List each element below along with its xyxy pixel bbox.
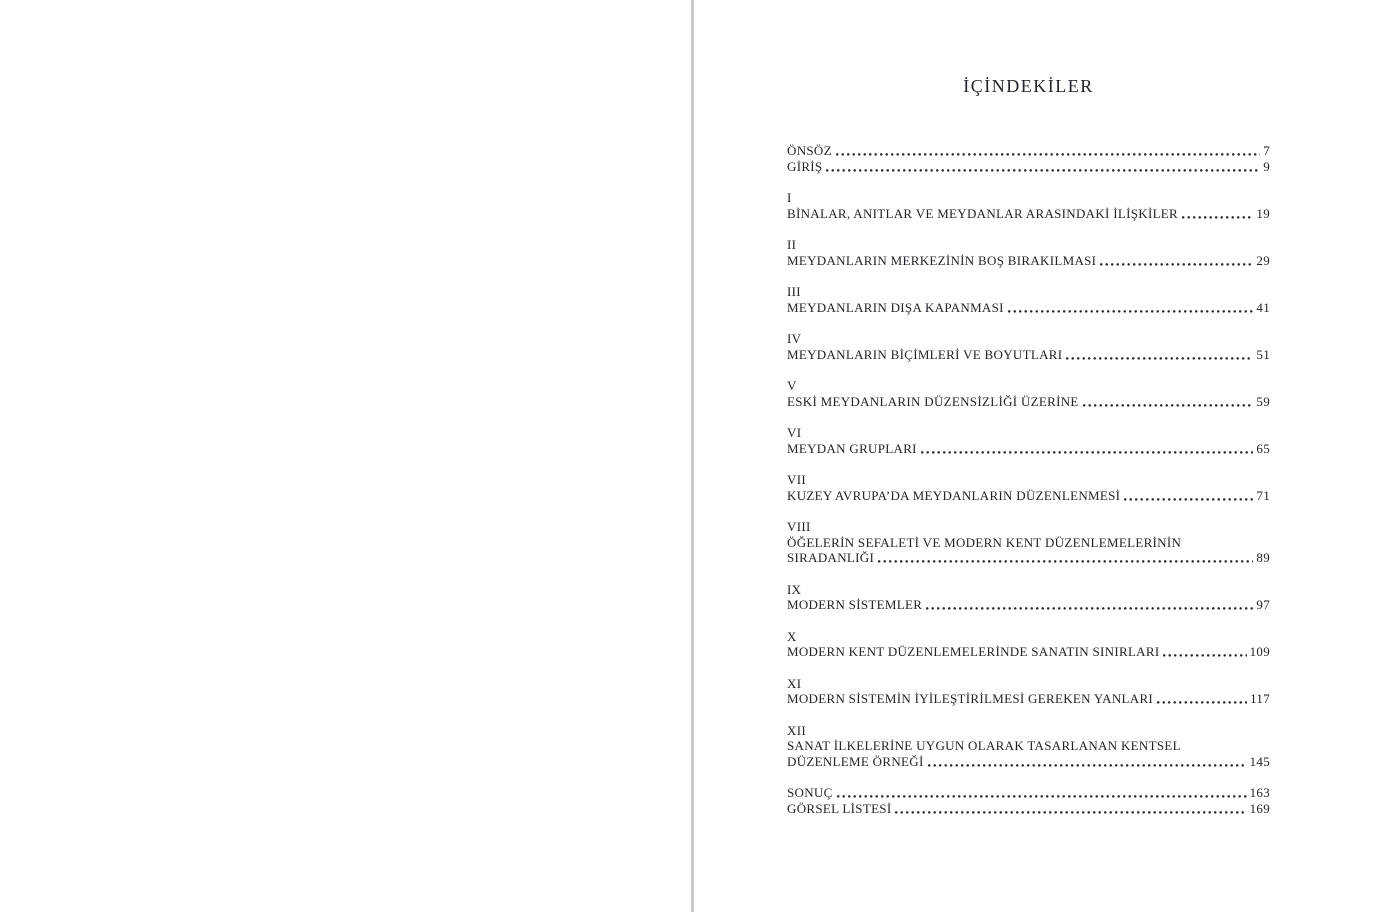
toc-entry (787, 472, 1270, 503)
dot-leader (928, 764, 1247, 767)
toc-entry-title-text: ÖNSÖZ (787, 143, 832, 158)
toc-entry-page-number: 9 (1263, 158, 1270, 174)
toc-entry-numeral: X (787, 628, 797, 644)
toc-entry-line (787, 253, 1270, 269)
toc-entry-line (787, 801, 1270, 817)
right-page-contents (694, 0, 1386, 912)
toc-entry-line (787, 691, 1270, 707)
dot-leader (1083, 404, 1254, 407)
toc-entry-title-text: MODERN SİSTEMLER (787, 597, 923, 612)
toc-entry-title-text: ÖĞELERİN SEFALETİ VE MODERN KENT DÜZENLEMELERİNİN (787, 534, 1182, 550)
toc-entry (787, 723, 1270, 770)
dot-leader (1157, 701, 1247, 704)
toc-entry-page-number: 29 (1256, 252, 1270, 268)
toc-entry-title-text: SANAT İLKELERİNE UYGUN OLARAK TASARLANAN KENTSEL (787, 738, 1181, 753)
toc-entry-numeral: IV (787, 331, 802, 346)
toc-entry-numeral: VII (787, 472, 806, 487)
toc-entry-title-text: SIRADANLIĞI (787, 550, 875, 565)
toc-entry-page-number: 51 (1256, 346, 1270, 362)
dot-leader (1124, 498, 1253, 501)
toc-entry-page-number: 41 (1256, 299, 1270, 315)
dot-leader (837, 795, 1247, 798)
toc-entry-line (787, 159, 1270, 175)
toc-list (787, 143, 1270, 816)
toc-entry-title-text: DÜZENLEME ÖRNEĞİ (787, 753, 924, 769)
toc-entry (787, 190, 1270, 221)
toc-entry-numeral: I (787, 190, 792, 205)
toc-entry-line (787, 206, 1270, 222)
toc-entry-title-text: MEYDANLARIN MERKEZİNİN BOŞ BIRAKILMASI (787, 252, 1097, 268)
toc-entry-line (787, 785, 1270, 801)
toc-entry-title-text: GİRİŞ (787, 158, 823, 174)
toc-entry-numeral: XII (787, 722, 806, 738)
toc-entry (787, 629, 1270, 660)
toc-entry-page-number: 59 (1256, 393, 1270, 409)
toc-entry-line (787, 347, 1270, 363)
toc-entry-title-text: ESKİ MEYDANLARIN DÜZENSİZLİĞİ ÜZERİNE (787, 393, 1079, 409)
toc-entry (787, 425, 1270, 456)
toc-entry-line (787, 644, 1270, 660)
toc-entry-numeral: IX (787, 581, 802, 597)
toc-entry-line (787, 394, 1270, 410)
toc-entry-page-number: 97 (1256, 597, 1270, 612)
dot-leader (836, 153, 1260, 156)
toc-entry-line (787, 754, 1270, 770)
dot-leader (921, 451, 1254, 454)
dot-leader (878, 560, 1253, 563)
toc-entry (787, 237, 1270, 268)
toc-entry (787, 143, 1270, 159)
dot-leader (1100, 263, 1253, 266)
toc-entry (787, 801, 1270, 817)
toc-entry-numeral: VI (787, 425, 802, 440)
dot-leader (895, 811, 1246, 814)
toc-entry (787, 378, 1270, 409)
toc-entry-numeral: V (787, 378, 797, 393)
toc-title: İÇİNDEKİLER (963, 76, 1094, 96)
toc-entry-line (787, 143, 1270, 159)
toc-entry-numeral: III (787, 284, 801, 299)
toc-entry-numeral: VIII (787, 519, 811, 534)
left-page-blank (0, 0, 691, 912)
toc-entry-page-number: 89 (1256, 550, 1270, 565)
toc-entry-line (787, 535, 1270, 551)
toc-entry-line (787, 738, 1270, 754)
toc-entry-numeral: XI (787, 675, 802, 691)
toc-entry-line (787, 550, 1270, 566)
toc-entry-line (787, 597, 1270, 613)
toc-entry-page-number: 7 (1263, 143, 1270, 158)
toc-entry (787, 582, 1270, 613)
toc-entry (787, 284, 1270, 315)
toc-entry (787, 519, 1270, 566)
toc-entry-page-number: 65 (1256, 440, 1270, 456)
toc-entry-title-text: MEYDANLARIN BİÇİMLERİ VE BOYUTLARI (787, 346, 1063, 362)
toc-entry-title-text: MEYDANLARIN DIŞA KAPANMASI (787, 299, 1004, 315)
dot-leader (1066, 357, 1253, 360)
toc-entry-numeral: II (787, 237, 797, 252)
toc-entry-line (787, 300, 1270, 316)
toc-entry-page-number: 19 (1256, 205, 1270, 221)
toc-entry-title-text: KUZEY AVRUPA’DA MEYDANLARIN DÜZENLENMESİ (787, 487, 1121, 503)
toc-entry (787, 331, 1270, 362)
toc-entry-title-text: MODERN SİSTEMİN İYİLEŞTİRİLMESİ GEREKEN YANLARI (787, 691, 1154, 706)
toc-entry-title-text: BİNALAR, ANITLAR VE MEYDANLAR ARASINDAKİ İLİŞKİLER (787, 205, 1179, 221)
toc-entry-title-text: MODERN KENT DÜZENLEMELERİNDE SANATIN SINIRLARI (787, 644, 1160, 659)
toc-entry-page-number: 71 (1256, 487, 1270, 503)
toc-entry-line (787, 488, 1270, 504)
toc-entry-page-number: 163 (1249, 785, 1270, 800)
dot-leader (1182, 216, 1253, 219)
dot-leader (1163, 654, 1246, 657)
toc-entry-page-number: 169 (1249, 800, 1270, 816)
dot-leader (926, 607, 1253, 610)
toc-entry-title-text: MEYDAN GRUPLARI (787, 440, 917, 456)
toc-entry-page-number: 109 (1249, 644, 1270, 659)
toc-entry-title-text: SONUÇ (787, 785, 833, 800)
toc-entry (787, 676, 1270, 707)
dot-leader (826, 169, 1260, 172)
toc-entry (787, 159, 1270, 175)
toc-entry-title-text: GÖRSEL LİSTESİ (787, 800, 892, 816)
toc-entry-page-number: 117 (1250, 691, 1270, 706)
toc-entry-line (787, 441, 1270, 457)
dot-leader (1008, 310, 1254, 313)
toc-entry-page-number: 145 (1249, 753, 1270, 769)
toc-entry (787, 785, 1270, 801)
